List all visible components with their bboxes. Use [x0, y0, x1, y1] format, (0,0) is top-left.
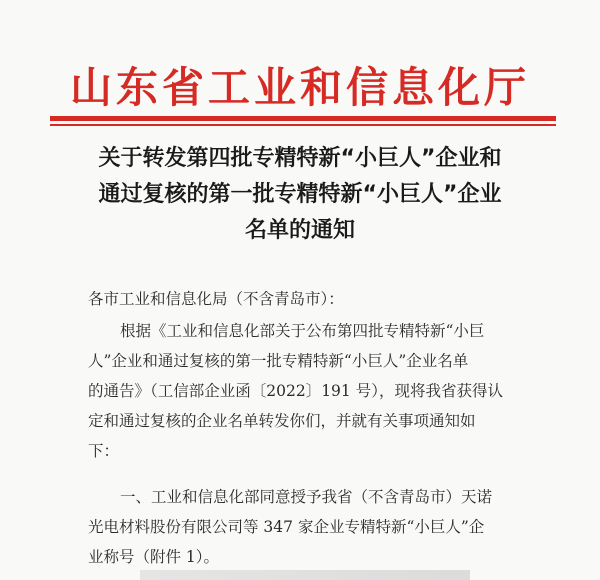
body-paragraph-2	[88, 482, 528, 572]
notice-title-line: 通过复核的第一批专精特新“小巨人”企业	[98, 182, 502, 207]
salutation: 各市工业和信息化局（不含青岛市）：	[88, 290, 344, 308]
paragraph-line: 下：	[88, 442, 120, 460]
paragraph-line: 定和通过复核的企业名单转发你们，并就有关事项通知如	[88, 412, 476, 430]
paragraph-line: 根据《工业和信息化部关于公布第四批专精特新“小巨	[120, 322, 485, 340]
paragraph-line: 的通告》（工信部企业函〔2022〕191 号），现将我省获得认	[88, 382, 503, 400]
notice-title-line: 名单的通知	[244, 218, 355, 243]
paragraph-line: 人”企业和通过复核的第一批专精特新“小巨人”企业名单	[88, 352, 469, 370]
issuing-organization-header: 山东省工业和信息化厅	[69, 63, 530, 112]
paragraph-line: 一、工业和信息化部同意授予我省（不含青岛市）天诺	[120, 488, 493, 506]
paragraph-line: 光电材料股份有限公司等 347 家企业专精特新“小巨人”企	[88, 518, 485, 536]
notice-title-line: 关于转发第四批专精特新“小巨人”企业和	[98, 146, 502, 171]
header-red-rule-thin	[50, 124, 556, 126]
notice-title	[40, 141, 560, 249]
cropped-text-remnant	[140, 570, 470, 580]
body-paragraph-1	[88, 316, 528, 466]
paragraph-line: 业称号（附件 1）。	[88, 548, 220, 566]
header-red-rule-thick	[50, 116, 556, 121]
